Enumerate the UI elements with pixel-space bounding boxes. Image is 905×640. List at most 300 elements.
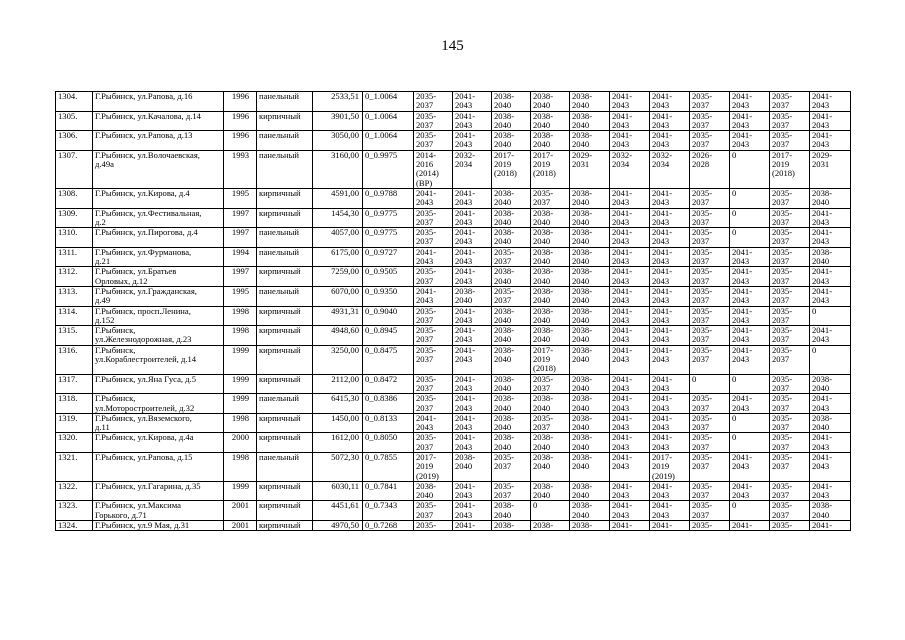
schedule-period-cell: 2035- 2037 [770,374,810,394]
schedule-period-cell: 2038- 2040 [453,286,492,306]
schedule-period-cell: 0 [810,345,851,374]
schedule-period-cell: 2038- 2040 [492,394,531,414]
schedule-period-cell: 2038- 2040 [531,208,570,228]
schedule-period-cell: 2038- 2040 [531,131,570,151]
table-row [56,131,851,151]
row-number-cell: 1319. [56,413,93,433]
material-cell: кирпичный [257,188,313,208]
table-row [56,267,851,287]
table-row [56,111,851,131]
schedule-period-cell: 2035- 2037 [770,286,810,306]
schedule-period-cell: 2041- 2043 [453,306,492,326]
schedule-period-cell: 2035- 2037 [690,188,730,208]
schedule-period-cell: 2035- 2037 [770,394,810,414]
schedule-period-cell: 2041- 2043 [650,413,690,433]
schedule-period-cell: 2038- 2040 [570,452,610,481]
schedule-period-cell: 2035- 2037 [690,208,730,228]
area-cell: 3160,00 [313,150,363,188]
index-cell: 0_0.9788 [363,188,414,208]
schedule-period-cell: 2041- [730,521,770,531]
area-cell: 4931,31 [313,306,363,326]
schedule-period-cell: 0 [730,501,770,521]
index-cell: 0_0.7268 [363,521,414,531]
index-cell: 0_0.8475 [363,345,414,374]
schedule-period-cell: 2041- 2043 [453,247,492,267]
schedule-period-cell: 2035- 2037 [690,394,730,414]
schedule-period-cell: 2041- 2043 [650,247,690,267]
row-number-cell: 1307. [56,150,93,188]
year-cell: 1997 [224,208,257,228]
year-cell: 1997 [224,267,257,287]
schedule-period-cell: 2035- 2037 [770,413,810,433]
schedule-period-cell: 2038- 2040 [570,394,610,414]
schedule-period-cell: 2041- 2043 [610,92,650,112]
schedule-period-cell: 2032- 2034 [453,150,492,188]
schedule-period-cell: 2038- 2040 [570,345,610,374]
schedule-period-cell: 2035- 2037 [531,374,570,394]
schedule-period-cell: 2041- 2043 [650,267,690,287]
schedule-period-cell: 2041- 2043 [730,394,770,414]
material-cell: панельный [257,286,313,306]
table-row [56,228,851,248]
schedule-period-cell: 2041- 2043 [650,188,690,208]
area-cell: 3050,00 [313,131,363,151]
schedule-period-cell: 2041- 2043 [810,267,851,287]
schedule-period-cell: 2035- 2037 [690,247,730,267]
schedule-period-cell: 2041- 2043 [453,267,492,287]
schedule-period-cell: 2038- 2040 [492,326,531,346]
schedule-period-cell: 2041- 2043 [453,228,492,248]
table-row [56,481,851,501]
schedule-period-cell: 2038- 2040 [531,228,570,248]
row-number-cell: 1323. [56,501,93,521]
schedule-period-cell: 2041- 2043 [453,326,492,346]
index-cell: 0_0.9505 [363,267,414,287]
schedule-period-cell: 0 [810,306,851,326]
address-cell: Г.Рыбинск, ул.Гагарина, д.35 [93,481,224,501]
schedule-period-cell: 2035- 2037 [414,326,453,346]
schedule-period-cell: 2035- 2037 [770,481,810,501]
schedule-period-cell: 2041- 2043 [810,111,851,131]
housing-schedule-table [55,91,851,531]
schedule-period-cell: 2035- 2037 [770,247,810,267]
schedule-period-cell: 2035- 2037 [690,286,730,306]
schedule-period-cell: 2041- 2043 [650,92,690,112]
row-number-cell: 1313. [56,286,93,306]
schedule-period-cell: 2041- 2043 [610,131,650,151]
table-row [56,306,851,326]
area-cell: 6415,30 [313,394,363,414]
row-number-cell: 1309. [56,208,93,228]
schedule-period-cell: 2041- 2043 [730,247,770,267]
schedule-period-cell: 2035- 2037 [770,452,810,481]
material-cell: кирпичный [257,306,313,326]
schedule-period-cell: 2035- 2037 [531,413,570,433]
schedule-period-cell: 2035- 2037 [414,394,453,414]
schedule-period-cell: 2038- 2040 [531,481,570,501]
schedule-period-cell: 2035- 2037 [690,306,730,326]
schedule-period-cell: 2038- 2040 [492,306,531,326]
schedule-period-cell: 2041- 2043 [453,433,492,453]
material-cell: кирпичный [257,501,313,521]
schedule-period-cell: 2035- 2037 [690,326,730,346]
schedule-period-cell: 2035- 2037 [414,228,453,248]
schedule-period-cell: 2029- 2031 [570,150,610,188]
address-cell: Г.Рыбинск, ул.Братьев Орловых, д.12 [93,267,224,287]
schedule-period-cell: 2038- 2040 [570,286,610,306]
year-cell: 2001 [224,521,257,531]
schedule-period-cell: 2038- 2040 [531,452,570,481]
schedule-period-cell: 2041- 2043 [610,326,650,346]
schedule-period-cell: 2035- 2037 [492,481,531,501]
schedule-period-cell: 2041- 2043 [810,92,851,112]
row-number-cell: 1315. [56,326,93,346]
area-cell: 4948,60 [313,326,363,346]
material-cell: кирпичный [257,208,313,228]
schedule-period-cell: 2041- 2043 [730,326,770,346]
schedule-period-cell: 2041- 2043 [650,345,690,374]
schedule-period-cell: 2041- 2043 [650,111,690,131]
schedule-period-cell: 2038- 2040 [570,501,610,521]
schedule-period-cell: 2035- 2037 [770,228,810,248]
schedule-period-cell: 0 [730,413,770,433]
schedule-period-cell: 2035- 2037 [414,345,453,374]
schedule-period-cell: 2035- 2037 [690,413,730,433]
schedule-period-cell: 2038- 2040 [531,247,570,267]
year-cell: 1995 [224,188,257,208]
schedule-period-cell: 2041- 2043 [730,92,770,112]
schedule-period-cell: 2041- 2043 [650,306,690,326]
schedule-period-cell: 2035- 2037 [414,208,453,228]
schedule-period-cell: 2041- 2043 [650,208,690,228]
address-cell: Г.Рыбинск, ул.Фурманова, д.21 [93,247,224,267]
schedule-period-cell: 2035- 2037 [690,228,730,248]
schedule-period-cell: 2038- 2040 [531,111,570,131]
schedule-period-cell: 2035- 2037 [770,267,810,287]
index-cell: 0_0.8472 [363,374,414,394]
schedule-period-cell: 2038- 2040 [570,374,610,394]
schedule-period-cell: 2041- 2043 [650,374,690,394]
year-cell: 1997 [224,228,257,248]
table-row [56,521,851,531]
schedule-period-cell: 2035- 2037 [690,111,730,131]
index-cell: 0_0.8050 [363,433,414,453]
year-cell: 1996 [224,131,257,151]
address-cell: Г.Рыбинск, ул.Кирова, д.4а [93,433,224,453]
area-cell: 2112,00 [313,374,363,394]
schedule-period-cell: 2041- 2043 [810,452,851,481]
address-cell: Г.Рыбинск, ул.Пирогова, д.4 [93,228,224,248]
material-cell: панельный [257,394,313,414]
schedule-period-cell: 2017- 2019 (2018) [492,150,531,188]
schedule-period-cell: 2041- 2043 [453,481,492,501]
schedule-period-cell: 2041- 2043 [610,433,650,453]
schedule-period-cell: 2038- 2040 [810,374,851,394]
schedule-period-cell: 2026- 2028 [690,150,730,188]
year-cell: 1994 [224,247,257,267]
index-cell: 0_0.8945 [363,326,414,346]
schedule-period-cell: 2041- 2043 [810,208,851,228]
index-cell: 0_0.8386 [363,394,414,414]
index-cell: 0_0.7841 [363,481,414,501]
schedule-period-cell: 2035- 2037 [414,433,453,453]
schedule-period-cell: 2038- 2040 [570,228,610,248]
schedule-period-cell: 2041- [453,521,492,531]
material-cell: кирпичный [257,481,313,501]
table-row [56,374,851,394]
schedule-period-cell: 2038- 2040 [570,188,610,208]
schedule-period-cell: 2041- 2043 [610,452,650,481]
table-row [56,286,851,306]
table-row [56,345,851,374]
schedule-period-cell: 2041- 2043 [453,131,492,151]
schedule-period-cell: 2038- 2040 [492,208,531,228]
schedule-period-cell: 2035- 2037 [770,208,810,228]
address-cell: Г.Рыбинск, ул.Вяземского, д.11 [93,413,224,433]
year-cell: 1998 [224,452,257,481]
schedule-period-cell: 2038- 2040 [570,413,610,433]
index-cell: 0_0.9775 [363,208,414,228]
schedule-period-cell: 2041- 2043 [730,286,770,306]
schedule-period-cell: 2041- 2043 [650,131,690,151]
schedule-period-cell: 2038- [570,521,610,531]
schedule-period-cell: 2035- 2037 [492,452,531,481]
row-number-cell: 1312. [56,267,93,287]
material-cell: панельный [257,452,313,481]
table-row [56,452,851,481]
schedule-period-cell: 2035- 2037 [770,306,810,326]
schedule-period-cell: 2017- 2019 (2018) [531,150,570,188]
schedule-period-cell: 2035- 2037 [770,501,810,521]
schedule-period-cell: 2041- 2043 [810,326,851,346]
schedule-period-cell: 2038- 2040 [531,92,570,112]
schedule-period-cell: 2041- 2043 [730,111,770,131]
address-cell: Г.Рыбинск, ул.Фестивальная, д.2 [93,208,224,228]
schedule-period-cell: 2035- 2037 [690,131,730,151]
schedule-period-cell: 0 [730,150,770,188]
material-cell: панельный [257,131,313,151]
schedule-period-cell: 2038- 2040 [810,413,851,433]
material-cell: кирпичный [257,345,313,374]
table-row [56,433,851,453]
schedule-period-cell: 2041- 2043 [810,481,851,501]
row-number-cell: 1317. [56,374,93,394]
table-row [56,188,851,208]
schedule-period-cell: 0 [730,374,770,394]
schedule-period-cell: 2041- 2043 [650,501,690,521]
material-cell: кирпичный [257,111,313,131]
schedule-period-cell: 2038- 2040 [492,111,531,131]
schedule-period-cell: 2041- 2043 [730,306,770,326]
schedule-period-cell: 2041- 2043 [810,228,851,248]
schedule-period-cell: 2038- 2040 [453,452,492,481]
schedule-period-cell: 2038- 2040 [492,131,531,151]
material-cell: кирпичный [257,433,313,453]
schedule-period-cell: 2035- 2037 [414,501,453,521]
row-number-cell: 1321. [56,452,93,481]
table-row [56,247,851,267]
schedule-period-cell: 2017- 2019 (2018) [770,150,810,188]
table-row [56,394,851,414]
schedule-period-cell: 2038- 2040 [810,501,851,521]
row-number-cell: 1305. [56,111,93,131]
index-cell: 0_0.8133 [363,413,414,433]
index-cell: 0_1.0064 [363,111,414,131]
schedule-period-cell: 2035- 2037 [770,326,810,346]
schedule-period-cell: 2038- 2040 [492,413,531,433]
area-cell: 6070,00 [313,286,363,306]
schedule-period-cell: 2014- 2016 (2014) (ВР) [414,150,453,188]
schedule-period-cell: 2035- 2037 [690,92,730,112]
row-number-cell: 1310. [56,228,93,248]
year-cell: 1995 [224,286,257,306]
table-row [56,326,851,346]
schedule-period-cell: 2035- 2037 [690,433,730,453]
schedule-period-cell: 2035- 2037 [414,92,453,112]
schedule-period-cell: 2041- 2043 [610,188,650,208]
schedule-period-cell: 0 [690,374,730,394]
index-cell: 0_0.7855 [363,452,414,481]
schedule-period-cell: 2041- 2043 [730,345,770,374]
row-number-cell: 1320. [56,433,93,453]
schedule-period-cell: 2041- 2043 [453,501,492,521]
schedule-period-cell: 2041- 2043 [730,267,770,287]
schedule-period-cell: 2035- 2037 [414,131,453,151]
material-cell: кирпичный [257,267,313,287]
schedule-period-cell: 2041- 2043 [610,286,650,306]
schedule-period-cell: 2041- 2043 [414,247,453,267]
schedule-period-cell: 2041- 2043 [610,267,650,287]
schedule-period-cell: 2041- 2043 [453,92,492,112]
year-cell: 1999 [224,374,257,394]
index-cell: 0_0.9040 [363,306,414,326]
index-cell: 0_0.9775 [363,228,414,248]
schedule-period-cell: 2041- 2043 [810,286,851,306]
material-cell: кирпичный [257,521,313,531]
schedule-period-cell: 2038- 2040 [492,501,531,521]
row-number-cell: 1322. [56,481,93,501]
material-cell: панельный [257,247,313,267]
schedule-period-cell: 2041- 2043 [453,394,492,414]
schedule-period-cell: 2041- [810,521,851,531]
schedule-period-cell: 2041- 2043 [610,374,650,394]
index-cell: 0_0.9727 [363,247,414,267]
schedule-period-cell: 2035- 2037 [770,345,810,374]
address-cell: Г.Рыбинск, ул.Гражданская, д.49 [93,286,224,306]
year-cell: 1999 [224,345,257,374]
schedule-period-cell: 2041- 2043 [610,394,650,414]
schedule-period-cell: 2038- 2040 [492,433,531,453]
row-number-cell: 1324. [56,521,93,531]
schedule-period-cell: 2035- 2037 [770,92,810,112]
schedule-period-cell: 2038- 2040 [570,111,610,131]
area-cell: 1454,30 [313,208,363,228]
schedule-period-cell: 2038- 2040 [492,228,531,248]
address-cell: Г.Рыбинск, ул.Волочаевская, д.49а [93,150,224,188]
year-cell: 1999 [224,394,257,414]
schedule-period-cell: 2041- [650,521,690,531]
year-cell: 1993 [224,150,257,188]
schedule-period-cell: 2041- 2043 [730,481,770,501]
material-cell: кирпичный [257,413,313,433]
schedule-period-cell: 2035- 2037 [770,111,810,131]
schedule-period-cell: 2038- 2040 [492,267,531,287]
schedule-period-cell: 2038- 2040 [810,188,851,208]
schedule-period-cell: 2038- 2040 [570,326,610,346]
schedule-period-cell: 2041- 2043 [810,433,851,453]
table-row [56,92,851,112]
year-cell: 1998 [224,413,257,433]
schedule-period-cell: 2029- 2031 [810,150,851,188]
schedule-period-cell: 2041- 2043 [650,394,690,414]
area-cell: 4057,00 [313,228,363,248]
schedule-period-cell: 0 [730,208,770,228]
schedule-period-cell: 2035- [690,521,730,531]
index-cell: 0_0.9975 [363,150,414,188]
index-cell: 0_0.7343 [363,501,414,521]
address-cell: Г.Рыбинск, просп.Ленина, д.152 [93,306,224,326]
year-cell: 2001 [224,501,257,521]
schedule-period-cell: 2035- 2037 [492,286,531,306]
row-number-cell: 1314. [56,306,93,326]
schedule-period-cell: 0 [730,228,770,248]
schedule-period-cell: 2041- 2043 [414,188,453,208]
schedule-period-cell: 2041- 2043 [453,188,492,208]
area-cell: 1612,00 [313,433,363,453]
schedule-period-cell: 2038- 2040 [492,374,531,394]
schedule-period-cell: 2038- 2040 [570,92,610,112]
schedule-period-cell: 2041- 2043 [453,413,492,433]
schedule-period-cell: 2038- 2040 [570,433,610,453]
schedule-period-cell: 2041- 2043 [453,111,492,131]
schedule-period-cell: 2041- 2043 [453,208,492,228]
area-cell: 3901,50 [313,111,363,131]
area-cell: 1450,00 [313,413,363,433]
schedule-period-cell: 2041- 2043 [610,345,650,374]
year-cell: 1998 [224,326,257,346]
row-number-cell: 1311. [56,247,93,267]
schedule-period-cell: 2041- 2043 [610,501,650,521]
schedule-period-cell: 2041- 2043 [730,131,770,151]
area-cell: 4970,50 [313,521,363,531]
row-number-cell: 1306. [56,131,93,151]
material-cell: кирпичный [257,374,313,394]
schedule-period-cell: 2041- 2043 [414,413,453,433]
schedule-period-cell: 2038- 2040 [531,286,570,306]
schedule-period-cell: 0 [730,188,770,208]
schedule-period-cell: 2041- 2043 [610,413,650,433]
schedule-period-cell: 2038- [531,521,570,531]
schedule-period-cell: 2038- [492,521,531,531]
address-cell: Г.Рыбинск, ул.Железнодорожная, д.23 [93,326,224,346]
schedule-period-cell: 2041- 2043 [610,306,650,326]
material-cell: панельный [257,150,313,188]
index-cell: 0_1.0064 [363,92,414,112]
address-cell: Г.Рыбинск, ул.Моторостроителей, д.32 [93,394,224,414]
schedule-period-cell: 2038- 2040 [570,267,610,287]
schedule-period-cell: 2035- 2037 [492,247,531,267]
schedule-period-cell: 2035- 2037 [690,267,730,287]
schedule-period-cell: 2041- 2043 [650,286,690,306]
schedule-period-cell: 2035- [414,521,453,531]
schedule-period-cell: 2035- 2037 [770,131,810,151]
schedule-period-cell: 2035- 2037 [414,111,453,131]
schedule-period-cell: 2038- 2040 [531,394,570,414]
year-cell: 1998 [224,306,257,326]
schedule-period-cell: 2038- 2040 [531,326,570,346]
material-cell: панельный [257,228,313,248]
schedule-period-cell: 2038- 2040 [570,481,610,501]
